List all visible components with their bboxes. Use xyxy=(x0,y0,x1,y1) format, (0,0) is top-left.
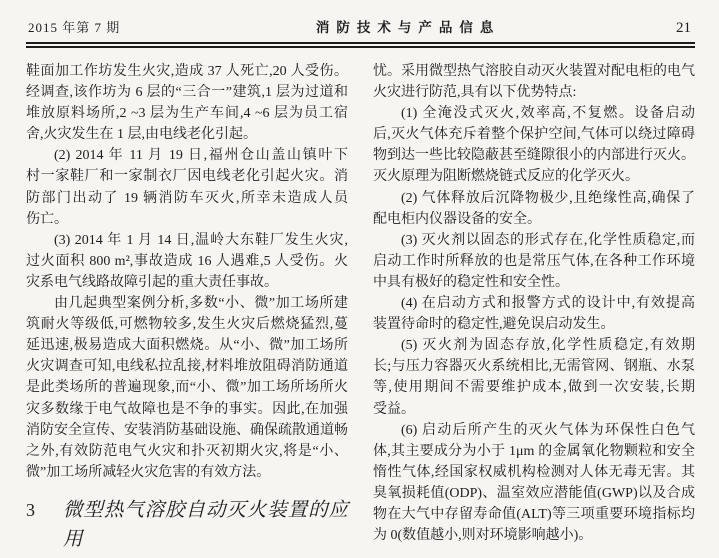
text-line: 是此类场所的普遍现象,而“小、微”加工场所场所火 xyxy=(26,380,348,396)
text-line: (4) 在启动方式和报警方式的设计中,有效提高 xyxy=(401,296,695,312)
text-line: 经调查,该作坊为 6 层的“三合一”建筑,1 层为过道和 xyxy=(26,85,348,101)
text-line: 火灾进行防范,具有以下优势特点: xyxy=(373,85,577,101)
left-column-lines xyxy=(26,61,348,483)
text-line: 村一家鞋厂和一家制衣厂因电线老化引起火灾。消 xyxy=(26,169,348,185)
issue-label: 2015 年第 7 期 xyxy=(28,20,121,35)
text-line: 灾系电气线路故障引起的重大责任事故。 xyxy=(26,274,278,290)
right-column xyxy=(373,61,695,558)
text-line: 舍,火灾发生在 1 层,由电线老化引起。 xyxy=(26,127,257,143)
header-divider xyxy=(26,42,695,48)
text-line: 堆放原料场所,2 ~3 层为生产车间,4 ~6 层为员工宿 xyxy=(26,106,348,122)
text-line: 延迅速,极易造成大面积燃烧。从“小、微”加工场所 xyxy=(26,338,348,354)
text-line: 忧。采用微型热气溶胶自动灭火装置对配电柜的电气 xyxy=(373,64,695,79)
text-line: 受益。 xyxy=(373,401,415,417)
text-line: 灾多数缘于电气故障也是不争的事实。因此,在加强 xyxy=(26,401,348,417)
page-number: 21 xyxy=(675,20,691,36)
text-line: (6) 启动后所产生的灭火气体为环保性白色气 xyxy=(401,422,695,438)
section-heading xyxy=(26,496,348,558)
section-title: 微型热气溶胶自动灭火装置的应用 xyxy=(63,499,348,550)
text-line: 长;与压力容器灭火系统相比,无需管网、钢瓶、水泵 xyxy=(373,359,695,375)
text-line: (3) 2014 年 1 月 14 日,温岭大东鞋厂发生火灾, xyxy=(54,232,348,248)
text-line: 惰性气体,经国家权威机构检测对人体无毒无害。其 xyxy=(373,464,695,480)
text-line: 之外,有效防范电气火灾和扑灭初期火灾,将是“小、 xyxy=(26,443,348,459)
journal-title: 消防技术与产品信息 xyxy=(315,20,501,35)
text-line: 后,灭火气体充斥着整个保护空间,气体可以绕过障碍 xyxy=(373,127,695,143)
text-line: 配电柜内仪器设备的安全。 xyxy=(373,211,541,227)
right-column-lines xyxy=(373,61,695,546)
left-column xyxy=(26,61,348,558)
text-line: 物到达一些比较隐蔽甚至缝隙很小的内部进行灭火。 xyxy=(373,148,695,164)
text-line: 微”加工场所减轻火灾危害的有效方法。 xyxy=(26,464,271,480)
text-line: 灭火原理为阻断燃烧链式反应的化学灭火。 xyxy=(373,169,639,185)
page-header xyxy=(26,14,695,42)
text-line: 消防安全宣传、安装消防基础设施、确保疏散通道畅 xyxy=(26,422,348,438)
text-line: 等,使用期间不需要维护成本,做到一次安装,长期 xyxy=(373,380,695,396)
text-line: 体,其主要成分为小于 1μm 的金属氧化物颗粒和安全 xyxy=(373,443,695,459)
text-line: (3) 灭火剂以固态的形式存在,化学性质稳定,而 xyxy=(401,232,695,248)
section-number: 3 xyxy=(26,499,35,520)
text-line: 防部门出动了 19 辆消防车灭火,所幸未造成人员 xyxy=(26,190,348,206)
text-line: 启动工作时所释放的也是常压气体,在各种工作环境 xyxy=(373,253,695,269)
text-line: 过火面积 800 m²,事故造成 16 人遇难,5 人受伤。火 xyxy=(26,253,348,269)
text-line: 由几起典型案例分析,多数“小、微”加工场所建 xyxy=(54,296,348,312)
text-line: (2) 气体释放后沉降物极少,且绝缘性高,确保了 xyxy=(401,190,695,206)
text-line: (5) 灭火剂为固态存放,化学性质稳定,有效期 xyxy=(401,338,695,354)
text-line: 鞋面加工作坊发生火灾,造成 37 人死亡,20 人受伤。 xyxy=(26,64,348,79)
text-line: 为 0(数值越小,则对环境影响越小)。 xyxy=(373,528,593,544)
text-line: 物在大气中存留寿命值(ALT)等三项重要环境指标均 xyxy=(373,506,695,522)
text-line: (1) 全淹没式灭火,效率高,不复燃。设备启动 xyxy=(401,106,695,122)
text-line: 筑耐火等级低,可燃物较多,发生火灾后燃烧猛烈,蔓 xyxy=(26,317,348,333)
text-line: 装置待命时的稳定性,避免误启动发生。 xyxy=(373,317,615,333)
text-columns xyxy=(26,61,695,558)
text-line: 火灾调查可知,电线私拉乱接,材料堆放阻碍消防通道 xyxy=(26,359,348,375)
text-line: 中具有极好的稳定性和安全性。 xyxy=(373,274,569,290)
section-heading-line1 xyxy=(26,496,348,554)
text-line: (2) 2014 年 11 月 19 日,福州仓山盖山镇叶下 xyxy=(54,148,348,164)
text-line: 伤亡。 xyxy=(26,211,68,227)
text-line: 臭氧损耗值(ODP)、温室效应潜能值(GWP)以及合成 xyxy=(373,485,695,501)
